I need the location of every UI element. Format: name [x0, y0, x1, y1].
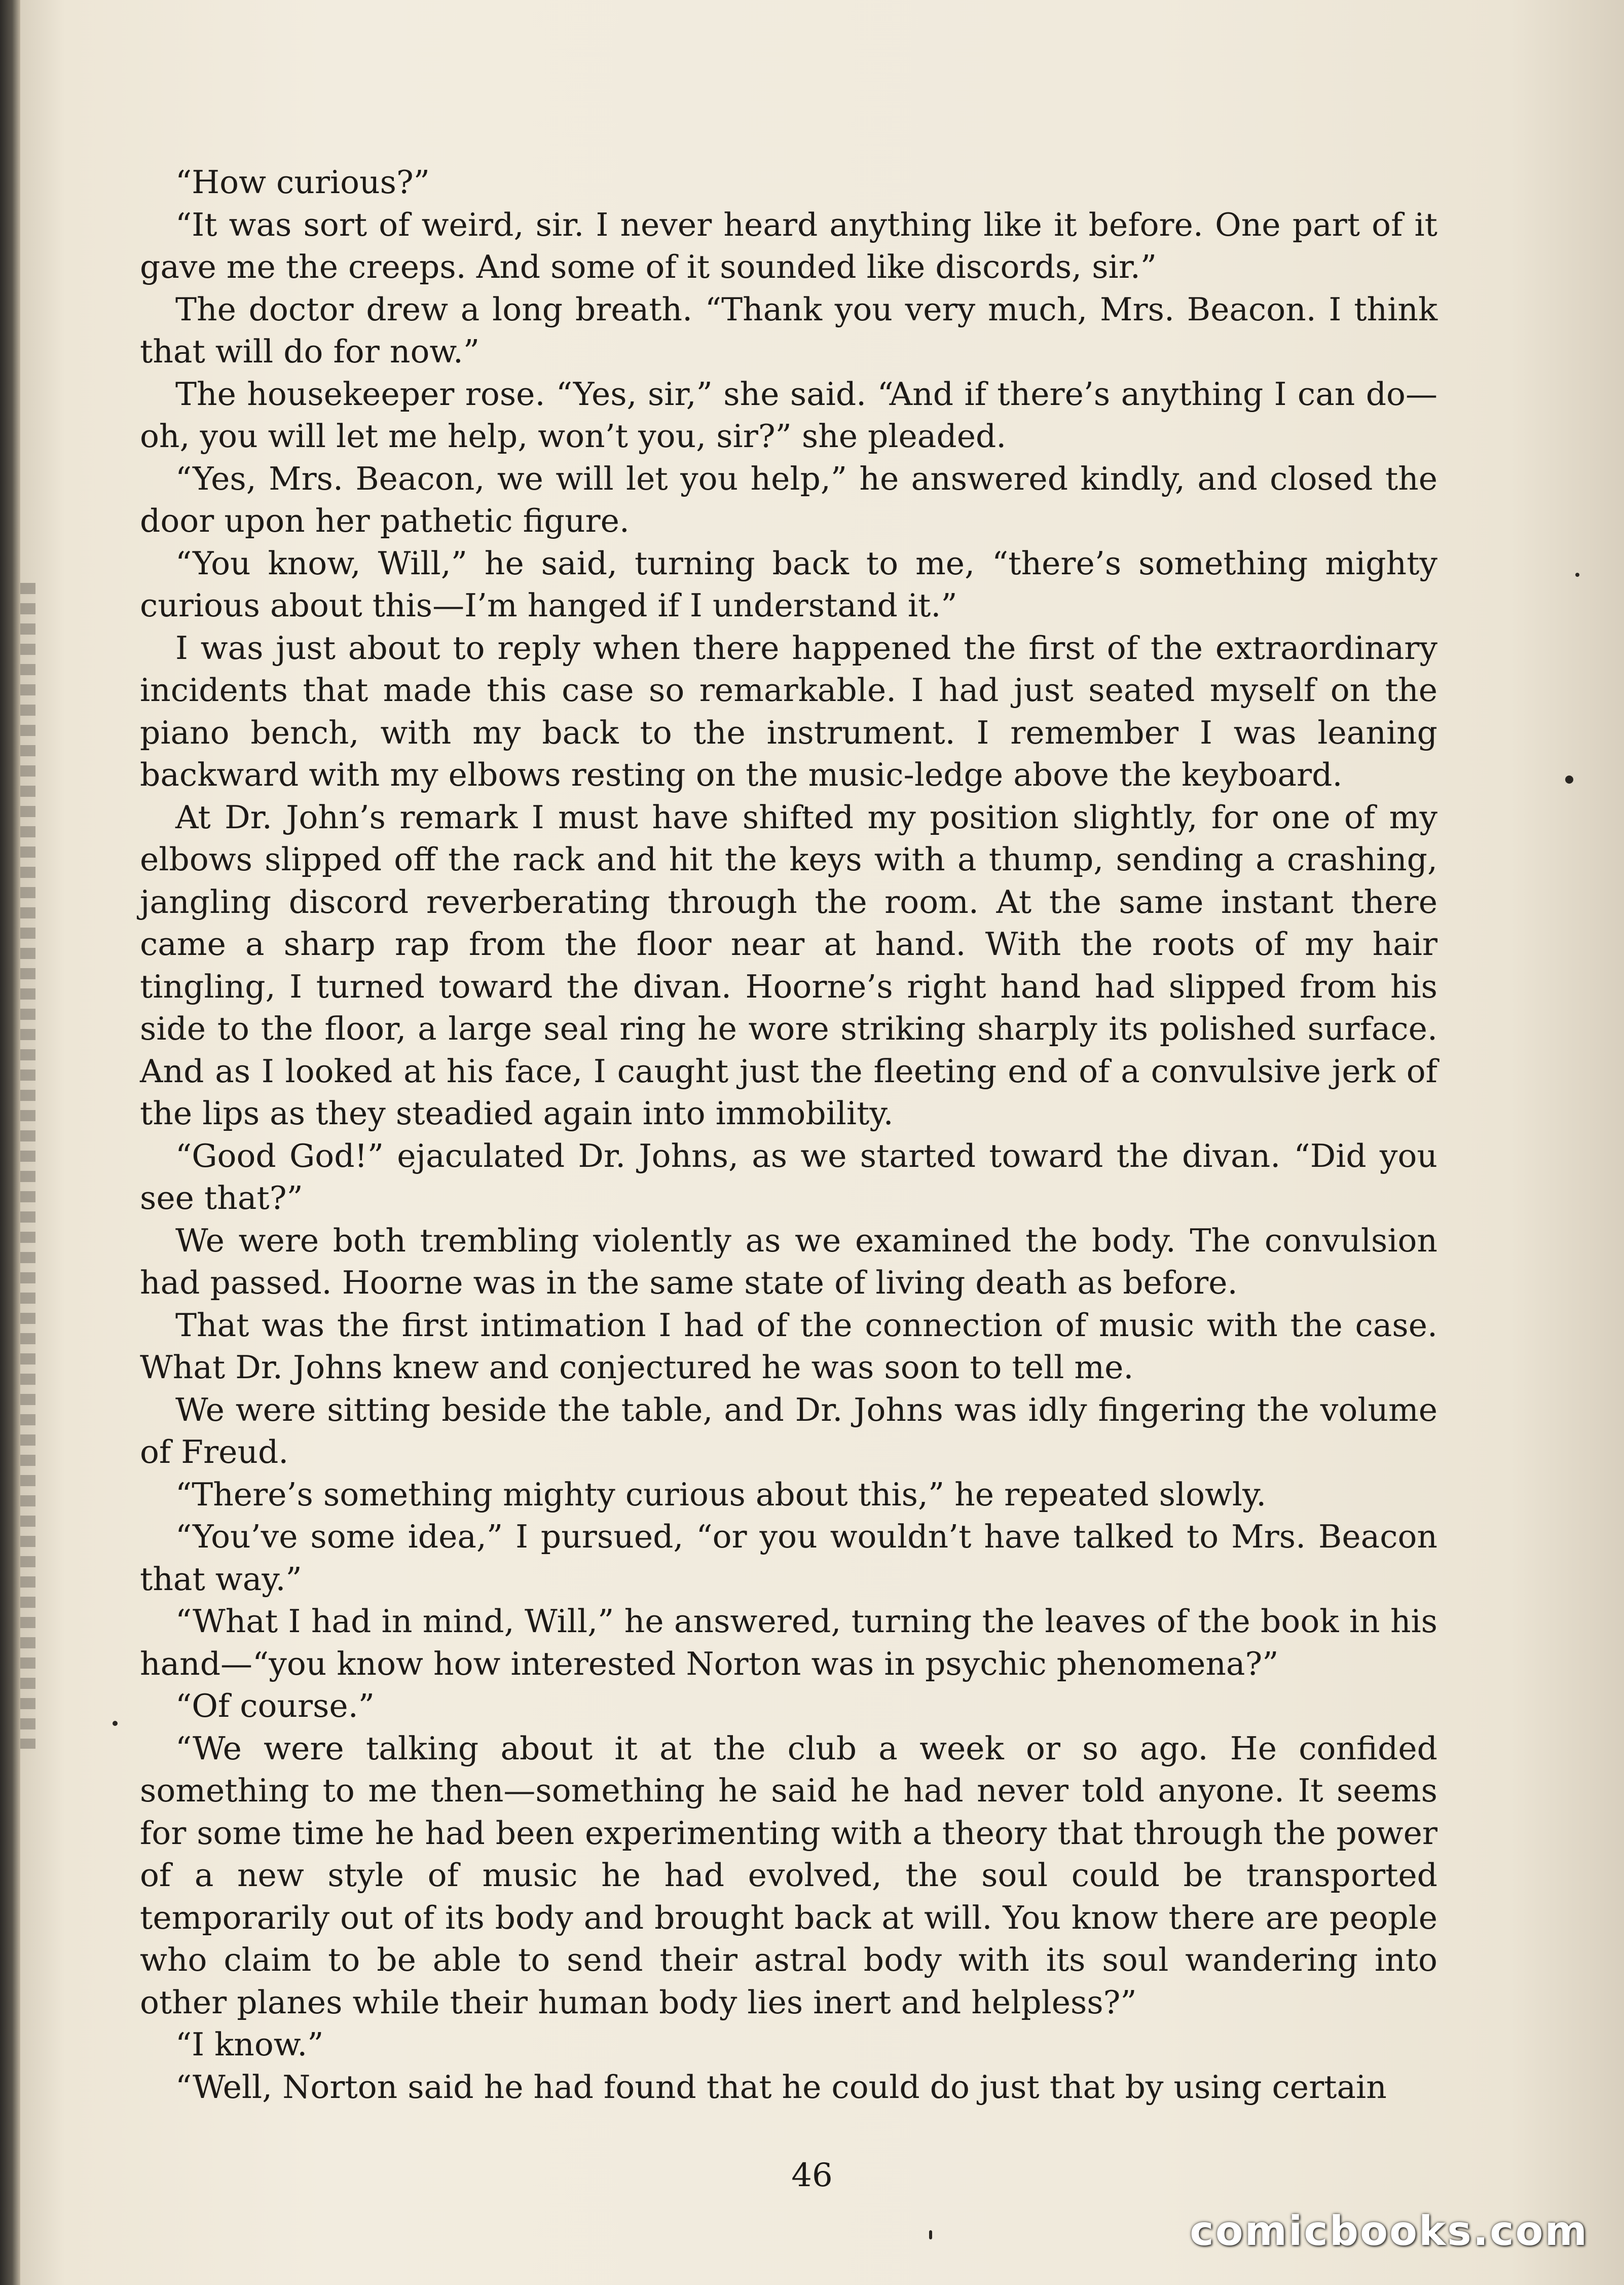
watermark: comicbooks.com: [1190, 2207, 1589, 2255]
paragraph: “It was sort of weird, sir. I never heard anything like it before. One part of it gave me the creeps. And some of it sounded like discords, sir.”: [140, 206, 1437, 285]
paragraph: I was just about to reply when there happened the first of the extraordinary incidents that made this case so remarkable. I had just seated myself on the piano bench, with my back to the instrument. I remember I was leaning backward with my elbows resting on the music-ledge above the keyboard.: [140, 629, 1437, 793]
body-text: [140, 161, 1437, 2108]
print-speck: [1565, 776, 1573, 784]
page-binding-edge: [0, 0, 20, 2285]
paragraph: “Good God!” ejaculated Dr. Johns, as we started toward the divan. “Did you see that?”: [140, 1137, 1437, 1217]
paragraph: “I know.”: [175, 2026, 324, 2063]
page-number: 46: [791, 2157, 833, 2194]
paragraph: The doctor drew a long breath. “Thank you very much, Mrs. Beacon. I think that will do for now.”: [140, 290, 1437, 370]
paragraph: “Of course.”: [175, 1687, 375, 1724]
paragraph: “We were talking about it at the club a week or so ago. He confided something to me then—something he said he had never told anyone. It seems for some time he had been experimenting with a theory that through the power of a new style of music he had evolved, the soul could be transported temporarily out of its body and brought back at will. You know there are people who claim to be able to send their astral body with its soul wandering into other planes while their human body lies inert and helpless?”: [140, 1729, 1437, 2021]
paragraph: “Yes, Mrs. Beacon, we will let you help,” he answered kindly, and closed the door upon her pathetic figure.: [140, 460, 1437, 539]
paragraph: “There’s something mighty curious about this,” he repeated slowly.: [175, 1476, 1267, 1513]
paragraph: “You’ve some idea,” I pursued, “or you wouldn’t have talked to Mrs. Beacon that way.”: [140, 1518, 1437, 1598]
paragraph: The housekeeper rose. “Yes, sir,” she said. “And if there’s anything I can do—oh, you will let me help, won’t you, sir?” she pleaded.: [140, 375, 1437, 455]
print-speck: [929, 2230, 932, 2239]
print-speck: [1575, 573, 1579, 577]
paragraph: We were sitting beside the table, and Dr. Johns was idly fingering the volume of Freud.: [140, 1391, 1437, 1470]
paragraph: At Dr. John’s remark I must have shifted my position slightly, for one of my elbows slipped off the rack and hit the keys with a thump, sending a crashing, jangling discord reverberating through the room. At the same instant there came a sharp rap from the floor near at hand. With the roots of my hair tingling, I turned toward the divan. Hoorne’s right hand had slipped from his side to the floor, a large seal ring he wore striking sharply its polished surface. And as I looked at his face, I caught just the fleeting end of a convulsive jerk of the lips as they steadied again into immobility.: [140, 798, 1437, 1132]
paragraph: “You know, Will,” he said, turning back to me, “there’s something mighty curious about this—I’m hanged if I understand it.”: [140, 544, 1437, 624]
print-speck: [113, 1721, 118, 1726]
binding-bleed-through: [20, 583, 35, 1749]
paragraph: “How curious?”: [175, 164, 430, 201]
paragraph: “Well, Norton said he had found that he could do just that by using certain: [175, 2068, 1387, 2106]
paragraph: “What I had in mind, Will,” he answered, turning the leaves of the book in his hand—“you know how interested Norton was in psychic phenomena?”: [140, 1603, 1437, 1682]
paragraph: That was the first intimation I had of the connection of music with the case. What Dr. Johns knew and conjectured he was soon to tell me.: [140, 1306, 1437, 1386]
paragraph: We were both trembling violently as we examined the body. The convulsion had passed. Hoorne was in the same state of living death as before.: [140, 1222, 1437, 1301]
